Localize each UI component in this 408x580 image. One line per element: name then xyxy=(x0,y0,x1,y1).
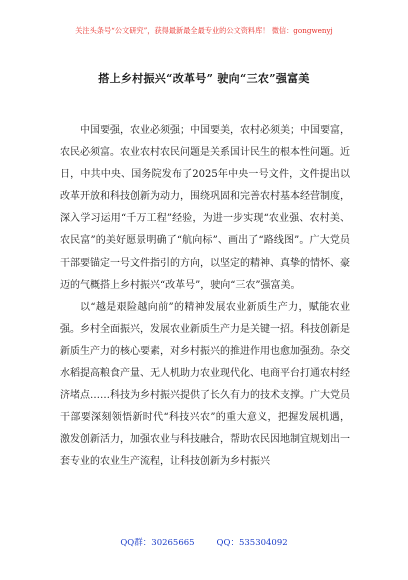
footer-qq-number: QQ：535304092 xyxy=(216,538,288,548)
paragraph-intro: 中国要强，农业必须强；中国要美，农村必须美；中国要富，农民必须富。农业农村农民问题是关系国计民生的根本性问题。近日，中共中央、国务院发布了2025年中央一号文件，文件提出以改革开放和科技创新为动力，围绕巩固和完善农村基本经营制度，深入学习运用“千万工程”经验，为进一步实现“农业强、农村美、农民富”的美好愿景明确了“航向标”、画出了“路线图”。广大党员干部要锚定一号文件指引的方向，以坚定的精神、真挚的情怀、豪迈的气概搭上乡村振兴“改革号”，驶向“三农”强富美。 xyxy=(60,125,350,291)
paragraph-innovation: 以“越是艰险越向前”的精神发展农业新质生产力，赋能农业强。乡村全面振兴，发展农业新质生产力是关键一招。科技创新是新质生产力的核心要素，对乡村振兴的推进作用也愈加强劲。杂交水稻提高粮食产量、无人机助力农业现代化、电商平台打通农村经济堵点……科技为乡村振兴提供了长久有力的技术支撑。广大党员干部要深刻领悟新时代“科技兴农”的重大意义，把握发展机遇，激发创新活力，加强农业与科技融合，帮助农民因地制宜规划出一套专业的农业生产流程，让科技创新为乡村振兴 xyxy=(60,301,350,468)
footer-qq-group: QQ群：30265665 xyxy=(120,538,195,548)
footer-contact xyxy=(0,536,408,548)
document-body xyxy=(60,120,350,474)
header-promo-note: 关注头条号“公文研究”，获得最新最全最专业的公文资料库！ 微信：gongwenyj xyxy=(75,26,333,35)
document-title: 搭上乡村振兴“改革号” 驶向“三农”强富美 xyxy=(98,72,310,85)
